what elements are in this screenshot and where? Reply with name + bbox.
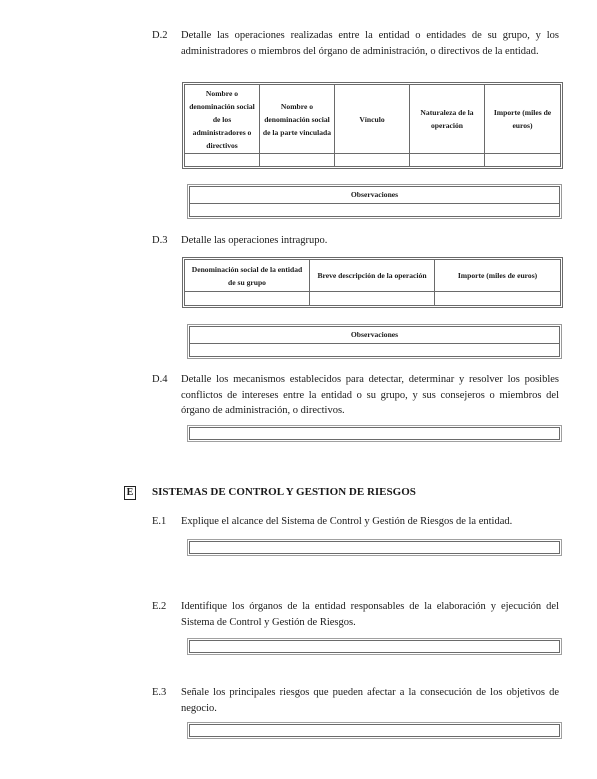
observations-box-d3	[189, 326, 560, 357]
item-number-d3: D.3	[152, 235, 168, 246]
item-text-e2: Identifique los órganos de la entidad responsables de la elaboración y ejecución del Sistema de Control y Gestión de Riesgos.	[181, 601, 559, 628]
item-number-e2: E.2	[152, 601, 167, 612]
section-title: SISTEMAS DE CONTROL Y GESTION DE RIESGOS	[152, 486, 416, 498]
column-header: Vínculo	[335, 85, 410, 154]
answer-field-e1[interactable]	[189, 541, 560, 554]
item-text-e3: Señale los principales riesgos que pueden afectar a la consecución de los objetivos de negocio.	[181, 687, 559, 714]
column-header: Breve descripción de la operación	[310, 260, 435, 292]
table-cell[interactable]	[410, 154, 485, 167]
table-d3	[184, 259, 561, 306]
table-cell[interactable]	[185, 292, 310, 306]
column-header: Importe (miles de euros)	[435, 260, 561, 292]
observations-label: Observaciones	[190, 187, 559, 204]
table-d2	[184, 84, 561, 167]
observations-field[interactable]	[190, 344, 559, 356]
column-header: Naturaleza de la operación	[410, 85, 485, 154]
table-header-row	[185, 260, 561, 292]
table-cell[interactable]	[185, 154, 260, 167]
answer-field-d4[interactable]	[189, 427, 560, 440]
column-header: Denominación social de la entidad de su grupo	[185, 260, 310, 292]
item-text-e1: Explique el alcance del Sistema de Control y Gestión de Riesgos de la entidad.	[181, 516, 513, 527]
item-text-d2: Detalle las operaciones realizadas entre la entidad o entidades de su grupo, y los administradores o miembros del órgano de administración, o directivos de la entidad.	[181, 30, 559, 57]
item-number-e1: E.1	[152, 516, 167, 527]
item-number-d4: D.4	[152, 374, 168, 385]
table-cell[interactable]	[310, 292, 435, 306]
table-header-row	[185, 85, 561, 154]
item-number-e3: E.3	[152, 687, 167, 698]
item-text-d4: Detalle los mecanismos establecidos para detectar, determinar y resolver los posibles conflictos de intereses entre la entidad o su grupo, y sus consejeros o miembros del órgano de administración, o directivos.	[181, 374, 559, 416]
table-cell[interactable]	[485, 154, 561, 167]
observations-box-d2	[189, 186, 560, 217]
column-header: Nombre o denominación social de los administradores o directivos	[185, 85, 260, 154]
table-cell[interactable]	[435, 292, 561, 306]
item-text-d3: Detalle las operaciones intragrupo.	[181, 235, 328, 246]
section-letter-box: E	[124, 486, 136, 500]
table-row	[185, 292, 561, 306]
answer-field-e3[interactable]	[189, 724, 560, 737]
column-header: Nombre o denominación social de la parte vinculada	[260, 85, 335, 154]
observations-field[interactable]	[190, 204, 559, 216]
table-cell[interactable]	[260, 154, 335, 167]
table-cell[interactable]	[335, 154, 410, 167]
answer-field-e2[interactable]	[189, 640, 560, 653]
column-header: Importe (miles de euros)	[485, 85, 561, 154]
table-row	[185, 154, 561, 167]
item-number-d2: D.2	[152, 30, 168, 41]
observations-label: Observaciones	[190, 327, 559, 344]
